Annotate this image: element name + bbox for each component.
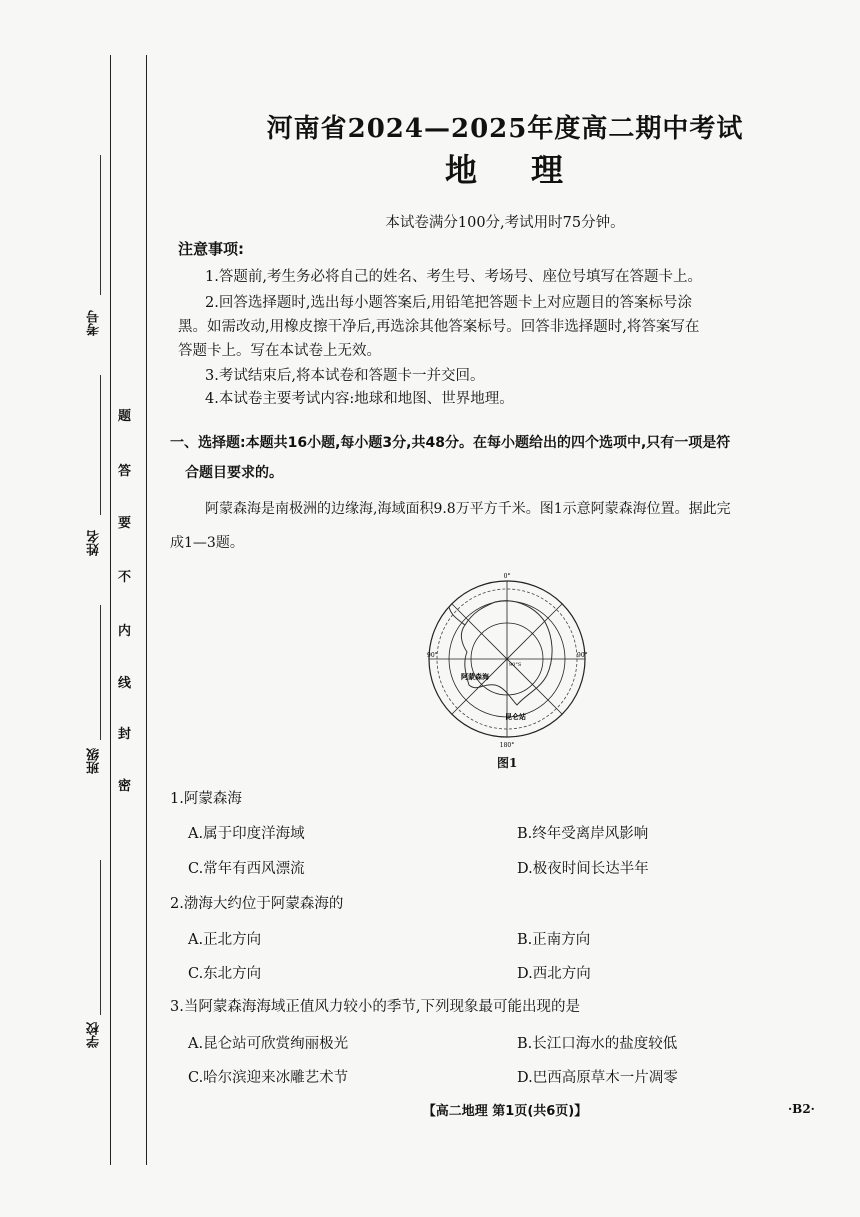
score-note: 本试卷满分100分,考试用时75分钟。 [385, 215, 625, 231]
name-label: 姓名 [87, 530, 102, 556]
seal-char: 答 [118, 464, 132, 479]
seal-char: 线 [118, 676, 132, 691]
note-line: 2.回答选择题时,选出每小题答案后,用铅笔把答题卡上对应题目的答案标号涂 [205, 295, 693, 311]
seal-char: 题 [118, 409, 132, 424]
subject-title [170, 145, 840, 191]
map-label-top: 0° [503, 573, 511, 580]
question-stem: 2.渤海大约位于阿蒙森海的 [170, 896, 344, 912]
note-line: 黑。如需改动,用橡皮擦干净后,再选涂其他答案标号。回答非选择题时,将答案写在 [178, 319, 700, 335]
seal-char: 封 [118, 727, 132, 742]
exam-no-label: 考号 [87, 310, 102, 336]
paper-code: ·B2· [788, 1102, 815, 1116]
seal-char: 要 [118, 516, 132, 531]
class-blank[interactable] [100, 605, 101, 740]
option-d[interactable]: D.巴西高原草木一片凋零 [517, 1070, 678, 1086]
note-line: 3.考试结束后,将本试卷和答题卡一并交回。 [205, 368, 485, 384]
map-label-bottom: 180° [499, 742, 515, 749]
seal-char: 内 [118, 624, 132, 639]
notes-heading: 注意事项: [178, 240, 244, 258]
map-label-right: 90° [577, 652, 588, 659]
option-a[interactable]: A.正北方向 [188, 932, 262, 948]
option-d[interactable]: D.极夜时间长达半年 [517, 861, 649, 877]
question-stem: 1.阿蒙森海 [170, 791, 242, 807]
school-blank[interactable] [100, 860, 101, 1015]
note-line: 4.本试卷主要考试内容:地球和地图、世界地理。 [205, 391, 514, 407]
class-label: 班级 [87, 748, 102, 774]
option-d[interactable]: D.西北方向 [517, 966, 591, 982]
figure-caption: 图1 [497, 756, 518, 770]
option-c[interactable]: C.常年有西风漂流 [188, 861, 305, 877]
note-line: 答题卡上。写在本试卷上无效。 [178, 343, 381, 359]
note-line: 1.答题前,考生务必将自己的姓名、考生号、考场号、座位号填写在答题卡上。 [205, 269, 702, 285]
page-footer: 【高二地理 第1页(共6页)】 [422, 1104, 588, 1119]
antarctica-map [425, 567, 595, 752]
map-label-sea: 阿蒙森海 [461, 672, 489, 681]
name-blank[interactable] [100, 375, 101, 515]
map-label-station: 昆仑站 [505, 712, 526, 721]
margin-line-outer [110, 55, 111, 1165]
school-label: 学校 [87, 1022, 102, 1048]
option-c[interactable]: C.东北方向 [188, 966, 262, 982]
option-b[interactable]: B.长江口海水的盐度较低 [517, 1036, 678, 1052]
subject-char: 地 [444, 151, 479, 189]
exam-title: 河南省2024—2025年度高二期中考试 [266, 114, 744, 144]
intro-text: 成1—3题。 [170, 535, 244, 551]
map-label-pole: 90°S [509, 662, 522, 668]
seal-char: 密 [118, 779, 132, 794]
exam-no-blank[interactable] [100, 155, 101, 295]
question-stem: 3.当阿蒙森海海域正值风力较小的季节,下列现象最可能出现的是 [170, 999, 580, 1015]
option-b[interactable]: B.正南方向 [517, 932, 591, 948]
option-b[interactable]: B.终年受离岸风影响 [517, 826, 649, 842]
margin-line-inner [146, 55, 147, 1165]
map-label-left: 90° [427, 652, 438, 659]
subject-char: 理 [531, 151, 566, 189]
option-a[interactable]: A.属于印度洋海域 [188, 826, 305, 842]
seal-char: 不 [118, 570, 132, 585]
option-a[interactable]: A.昆仑站可欣赏绚丽极光 [188, 1036, 349, 1052]
section-heading: 一、选择题:本题共16小题,每小题3分,共48分。在每小题给出的四个选项中,只有一项是符 [170, 435, 731, 451]
option-c[interactable]: C.哈尔滨迎来冰雕艺术节 [188, 1070, 349, 1086]
section-heading: 合题目要求的。 [185, 465, 283, 481]
intro-text: 阿蒙森海是南极洲的边缘海,海域面积9.8万平方千米。图1示意阿蒙森海位置。据此完 [205, 501, 731, 517]
